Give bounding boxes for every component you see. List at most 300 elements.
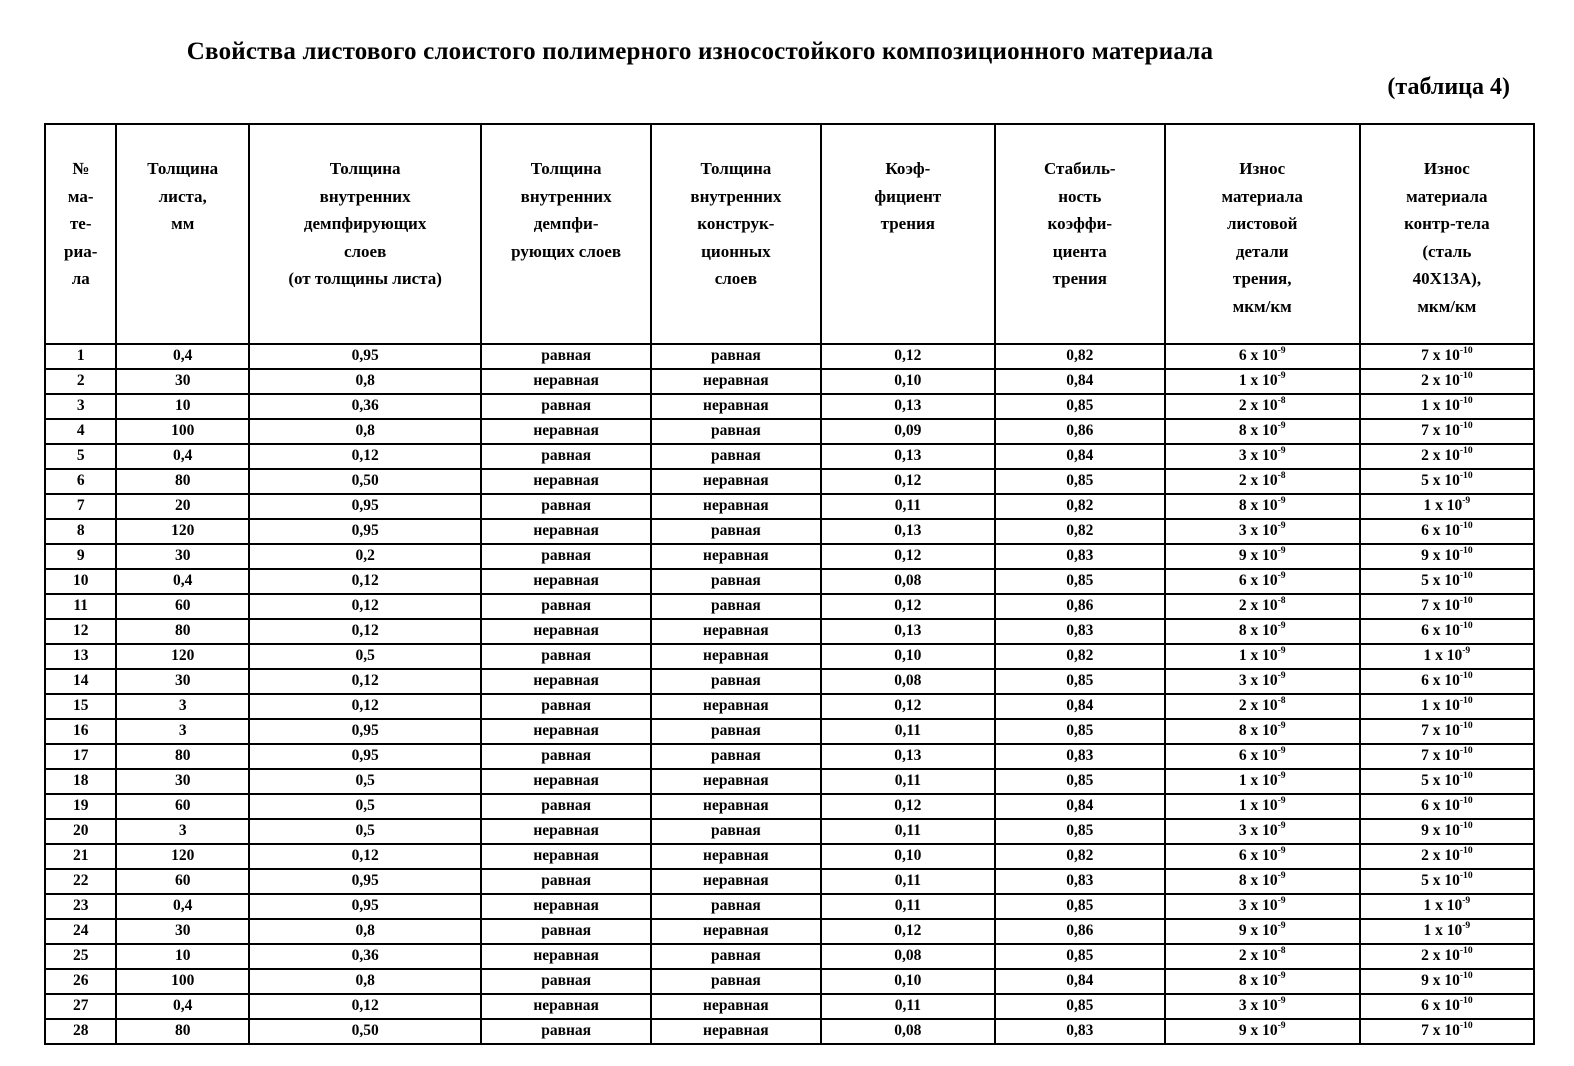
exponent: -9 xyxy=(1277,970,1286,982)
table-cell: 0,12 xyxy=(249,594,481,619)
table-cell: 0,82 xyxy=(995,644,1165,669)
table-cell: 0,83 xyxy=(995,744,1165,769)
table-cell: 3 x $10^{-9}$ xyxy=(1165,894,1360,919)
table-cell: 0,95 xyxy=(249,744,481,769)
table-cell: 2 x $10^{-8}$ xyxy=(1165,694,1360,719)
table-cell: 3 x $10^{-9}$ xyxy=(1165,519,1360,544)
table-row xyxy=(45,919,1534,944)
table-cell: 5 x $10^{-10}$ xyxy=(1360,569,1534,594)
table-cell: 0,12 xyxy=(821,694,995,719)
table-row xyxy=(45,669,1534,694)
table-cell: 60 xyxy=(116,594,249,619)
table-cell: 0,82 xyxy=(995,844,1165,869)
table-cell: 0,12 xyxy=(249,694,481,719)
table-cell: равная xyxy=(651,444,821,469)
table-body xyxy=(45,344,1534,1044)
table-cell: равная xyxy=(651,344,821,369)
table-cell: 0,5 xyxy=(249,794,481,819)
exponent: -10 xyxy=(1459,620,1473,632)
table-cell: равная xyxy=(651,894,821,919)
table-cell: 100 xyxy=(116,969,249,994)
exponent: -10 xyxy=(1459,345,1473,357)
column-header: Коэф- фициент трения xyxy=(821,124,995,344)
table-cell: 0,13 xyxy=(821,744,995,769)
table-cell: 22 xyxy=(45,869,116,894)
table-cell: 0,10 xyxy=(821,844,995,869)
table-cell: неравная xyxy=(481,944,651,969)
table-cell: 18 xyxy=(45,769,116,794)
header-row xyxy=(45,124,1534,344)
table-cell: 0,8 xyxy=(249,369,481,394)
table-cell: равная xyxy=(651,669,821,694)
table-cell: неравная xyxy=(651,619,821,644)
table-cell: неравная xyxy=(651,794,821,819)
table-row xyxy=(45,744,1534,769)
table-cell: 7 xyxy=(45,494,116,519)
table-row xyxy=(45,694,1534,719)
table-cell: 0,08 xyxy=(821,669,995,694)
table-cell: 1 x $10^{-10}$ xyxy=(1360,694,1534,719)
table-cell: 0,83 xyxy=(995,1019,1165,1044)
table-cell: 0,82 xyxy=(995,494,1165,519)
table-cell: 0,12 xyxy=(249,569,481,594)
table-cell: 0,85 xyxy=(995,819,1165,844)
table-row xyxy=(45,569,1534,594)
table-row xyxy=(45,369,1534,394)
table-cell: 0,83 xyxy=(995,544,1165,569)
table-cell: 13 xyxy=(45,644,116,669)
table-cell: 1 x $10^{-9}$ xyxy=(1360,894,1534,919)
table-cell: 0,95 xyxy=(249,894,481,919)
table-cell: 60 xyxy=(116,794,249,819)
table-cell: 0,09 xyxy=(821,419,995,444)
table-row xyxy=(45,944,1534,969)
table-cell: 120 xyxy=(116,844,249,869)
exponent: -9 xyxy=(1277,570,1286,582)
table-cell: 0,10 xyxy=(821,369,995,394)
table-cell: 6 x $10^{-9}$ xyxy=(1165,844,1360,869)
table-cell: 1 x $10^{-9}$ xyxy=(1165,794,1360,819)
table-cell: 0,95 xyxy=(249,344,481,369)
table-cell: 9 xyxy=(45,544,116,569)
exponent: -8 xyxy=(1277,945,1286,957)
table-cell: равная xyxy=(481,344,651,369)
table-cell: 0,4 xyxy=(116,444,249,469)
table-cell: 3 xyxy=(116,819,249,844)
table-cell: 0,13 xyxy=(821,394,995,419)
table-cell: 8 x $10^{-9}$ xyxy=(1165,869,1360,894)
table-cell: 20 xyxy=(45,819,116,844)
table-row xyxy=(45,444,1534,469)
table-cell: 0,50 xyxy=(249,469,481,494)
table-cell: 0,83 xyxy=(995,869,1165,894)
table-cell: 2 x $10^{-8}$ xyxy=(1165,944,1360,969)
table-cell: неравная xyxy=(651,844,821,869)
column-header: Износ материала контр-тела (сталь 40Х13А), мкм/км xyxy=(1360,124,1534,344)
table-cell: 0,84 xyxy=(995,694,1165,719)
table-row xyxy=(45,794,1534,819)
table-cell: неравная xyxy=(481,369,651,394)
table-row xyxy=(45,494,1534,519)
table-row xyxy=(45,594,1534,619)
table-cell: 5 xyxy=(45,444,116,469)
column-header: № ма- те- риа- ла xyxy=(45,124,116,344)
table-cell: 4 xyxy=(45,419,116,444)
table-cell: 0,85 xyxy=(995,769,1165,794)
table-cell: 0,13 xyxy=(821,619,995,644)
table-cell: 15 xyxy=(45,694,116,719)
table-cell: 1 x $10^{-9}$ xyxy=(1165,644,1360,669)
table-cell: 6 x $10^{-10}$ xyxy=(1360,669,1534,694)
table-cell: 0,5 xyxy=(249,644,481,669)
table-cell: равная xyxy=(481,969,651,994)
table-cell: равная xyxy=(481,794,651,819)
table-cell: равная xyxy=(651,969,821,994)
table-cell: 21 xyxy=(45,844,116,869)
table-cell: неравная xyxy=(481,819,651,844)
exponent: -10 xyxy=(1459,870,1473,882)
table-cell: равная xyxy=(481,594,651,619)
table-cell: 0,13 xyxy=(821,444,995,469)
table-cell: 7 x $10^{-10}$ xyxy=(1360,419,1534,444)
table-cell: 9 x $10^{-10}$ xyxy=(1360,969,1534,994)
table-cell: 0,85 xyxy=(995,719,1165,744)
table-cell: 120 xyxy=(116,519,249,544)
table-cell: 25 xyxy=(45,944,116,969)
table-cell: 8 x $10^{-9}$ xyxy=(1165,719,1360,744)
table-cell: 0,85 xyxy=(995,994,1165,1019)
table-row xyxy=(45,544,1534,569)
table-cell: 2 xyxy=(45,369,116,394)
exponent: -9 xyxy=(1462,495,1471,507)
table-cell: 6 xyxy=(45,469,116,494)
exponent: -8 xyxy=(1277,395,1286,407)
exponent: -10 xyxy=(1459,745,1473,757)
table-cell: 0,12 xyxy=(821,544,995,569)
table-cell: 0,2 xyxy=(249,544,481,569)
table-cell: неравная xyxy=(651,369,821,394)
table-cell: 0,85 xyxy=(995,894,1165,919)
table-cell: 0,11 xyxy=(821,819,995,844)
table-cell: равная xyxy=(481,744,651,769)
table-cell: 30 xyxy=(116,769,249,794)
table-row xyxy=(45,619,1534,644)
exponent: -10 xyxy=(1459,445,1473,457)
exponent: -10 xyxy=(1459,770,1473,782)
table-cell: 0,85 xyxy=(995,469,1165,494)
table-cell: 0,95 xyxy=(249,869,481,894)
table-cell: 0,4 xyxy=(116,994,249,1019)
table-cell: 100 xyxy=(116,419,249,444)
exponent: -9 xyxy=(1277,1020,1286,1032)
exponent: -8 xyxy=(1277,470,1286,482)
table-cell: 10 xyxy=(45,569,116,594)
table-cell: неравная xyxy=(481,619,651,644)
table-cell: 8 xyxy=(45,519,116,544)
table-cell: 0,08 xyxy=(821,944,995,969)
table-cell: 0,4 xyxy=(116,569,249,594)
table-cell: 0,12 xyxy=(821,794,995,819)
table-cell: 2 x $10^{-8}$ xyxy=(1165,469,1360,494)
table-cell: равная xyxy=(651,944,821,969)
table-cell: равная xyxy=(481,1019,651,1044)
table-cell: 30 xyxy=(116,544,249,569)
table-cell: 0,08 xyxy=(821,1019,995,1044)
table-cell: 20 xyxy=(116,494,249,519)
exponent: -9 xyxy=(1277,445,1286,457)
table-cell: неравная xyxy=(481,894,651,919)
table-cell: 9 x $10^{-10}$ xyxy=(1360,819,1534,844)
exponent: -10 xyxy=(1459,820,1473,832)
table-cell: 0,12 xyxy=(821,344,995,369)
exponent: -9 xyxy=(1277,645,1286,657)
table-cell: неравная xyxy=(481,469,651,494)
column-header: Толщина внутренних демпфирующих слоев (от толщины листа) xyxy=(249,124,481,344)
exponent: -10 xyxy=(1459,670,1473,682)
table-cell: 9 x $10^{-10}$ xyxy=(1360,544,1534,569)
table-cell: 3 x $10^{-9}$ xyxy=(1165,444,1360,469)
table-cell: 0,11 xyxy=(821,719,995,744)
exponent: -9 xyxy=(1277,670,1286,682)
table-cell: 6 x $10^{-9}$ xyxy=(1165,569,1360,594)
table-cell: 120 xyxy=(116,644,249,669)
table-cell: 1 x $10^{-9}$ xyxy=(1360,919,1534,944)
table-cell: неравная xyxy=(651,544,821,569)
table-header xyxy=(45,124,1534,344)
table-cell: 24 xyxy=(45,919,116,944)
table-cell: 3 x $10^{-9}$ xyxy=(1165,994,1360,1019)
table-cell: 28 xyxy=(45,1019,116,1044)
table-cell: 2 x $10^{-10}$ xyxy=(1360,369,1534,394)
table-cell: 5 x $10^{-10}$ xyxy=(1360,869,1534,894)
table-cell: 1 x $10^{-10}$ xyxy=(1360,394,1534,419)
table-cell: неравная xyxy=(651,494,821,519)
table-cell: 0,83 xyxy=(995,619,1165,644)
table-cell: 2 x $10^{-10}$ xyxy=(1360,844,1534,869)
table-cell: неравная xyxy=(651,394,821,419)
table-cell: 2 x $10^{-10}$ xyxy=(1360,444,1534,469)
table-cell: 0,8 xyxy=(249,919,481,944)
table-cell: 19 xyxy=(45,794,116,819)
table-cell: равная xyxy=(651,419,821,444)
table-cell: 0,5 xyxy=(249,819,481,844)
exponent: -8 xyxy=(1277,595,1286,607)
exponent: -9 xyxy=(1277,995,1286,1007)
table-cell: равная xyxy=(481,444,651,469)
exponent: -10 xyxy=(1459,420,1473,432)
table-cell: 0,82 xyxy=(995,519,1165,544)
page-title: Свойства листового слоистого полимерного износостойкого композиционного материала xyxy=(186,38,1214,65)
table-cell: 80 xyxy=(116,744,249,769)
table-cell: 11 xyxy=(45,594,116,619)
table-cell: 3 x $10^{-9}$ xyxy=(1165,819,1360,844)
table-caption: (таблица 4) xyxy=(1387,74,1510,100)
table-row xyxy=(45,644,1534,669)
exponent: -9 xyxy=(1277,870,1286,882)
table-row xyxy=(45,894,1534,919)
table-cell: 60 xyxy=(116,869,249,894)
exponent: -9 xyxy=(1277,420,1286,432)
table-cell: неравная xyxy=(481,994,651,1019)
table-cell: равная xyxy=(651,594,821,619)
table-cell: 6 x $10^{-9}$ xyxy=(1165,344,1360,369)
table-cell: 0,36 xyxy=(249,394,481,419)
table-cell: 5 x $10^{-10}$ xyxy=(1360,469,1534,494)
exponent: -10 xyxy=(1459,570,1473,582)
column-header: Стабиль- ность коэффи- циента трения xyxy=(995,124,1165,344)
table-cell: 8 x $10^{-9}$ xyxy=(1165,494,1360,519)
table-row xyxy=(45,1019,1534,1044)
table-cell: 0,84 xyxy=(995,369,1165,394)
table-cell: неравная xyxy=(481,519,651,544)
table-cell: 0,11 xyxy=(821,494,995,519)
table-cell: 0,84 xyxy=(995,794,1165,819)
table-cell: 0,85 xyxy=(995,944,1165,969)
table-cell: 3 xyxy=(116,719,249,744)
table-cell: 0,11 xyxy=(821,869,995,894)
table-cell: 9 x $10^{-9}$ xyxy=(1165,919,1360,944)
table-cell: 6 x $10^{-10}$ xyxy=(1360,519,1534,544)
table-cell: 0,8 xyxy=(249,969,481,994)
table-cell: равная xyxy=(651,819,821,844)
table-cell: неравная xyxy=(481,419,651,444)
table-cell: 0,10 xyxy=(821,644,995,669)
exponent: -9 xyxy=(1462,895,1471,907)
exponent: -10 xyxy=(1459,395,1473,407)
table-cell: 1 xyxy=(45,344,116,369)
exponent: -9 xyxy=(1277,520,1286,532)
table-cell: равная xyxy=(481,919,651,944)
table-cell: 0,8 xyxy=(249,419,481,444)
exponent: -10 xyxy=(1459,595,1473,607)
table-cell: 0,95 xyxy=(249,719,481,744)
exponent: -10 xyxy=(1459,845,1473,857)
table-cell: 0,85 xyxy=(995,569,1165,594)
exponent: -9 xyxy=(1277,345,1286,357)
table-cell: 6 x $10^{-10}$ xyxy=(1360,619,1534,644)
table-cell: 7 x $10^{-10}$ xyxy=(1360,719,1534,744)
table-cell: неравная xyxy=(651,769,821,794)
table-cell: 0,86 xyxy=(995,919,1165,944)
table-cell: неравная xyxy=(481,569,651,594)
exponent: -9 xyxy=(1277,370,1286,382)
column-header: Толщина внутренних конструк- ционных слоев xyxy=(651,124,821,344)
exponent: -9 xyxy=(1277,895,1286,907)
table-cell: 30 xyxy=(116,369,249,394)
table-cell: 0,12 xyxy=(249,444,481,469)
table-cell: 0,4 xyxy=(116,344,249,369)
table-cell: 0,12 xyxy=(821,594,995,619)
table-cell: 9 x $10^{-9}$ xyxy=(1165,544,1360,569)
exponent: -10 xyxy=(1459,1020,1473,1032)
table-cell: 0,84 xyxy=(995,444,1165,469)
table-cell: равная xyxy=(481,544,651,569)
table-cell: 0,08 xyxy=(821,569,995,594)
table-row xyxy=(45,844,1534,869)
table-cell: 0,12 xyxy=(249,844,481,869)
table-row xyxy=(45,819,1534,844)
table-cell: 7 x $10^{-10}$ xyxy=(1360,744,1534,769)
exponent: -9 xyxy=(1462,920,1471,932)
table-cell: неравная xyxy=(481,769,651,794)
column-header: Толщина листа, мм xyxy=(116,124,249,344)
exponent: -9 xyxy=(1277,845,1286,857)
table-cell: 0,86 xyxy=(995,419,1165,444)
table-row xyxy=(45,519,1534,544)
table-cell: неравная xyxy=(481,719,651,744)
table-cell: неравная xyxy=(651,694,821,719)
exponent: -9 xyxy=(1277,795,1286,807)
table-cell: 0,11 xyxy=(821,894,995,919)
table-cell: неравная xyxy=(651,919,821,944)
column-header: Износ материала листовой детали трения, мкм/км xyxy=(1165,124,1360,344)
table-cell: равная xyxy=(481,869,651,894)
table-cell: 7 x $10^{-10}$ xyxy=(1360,1019,1534,1044)
exponent: -9 xyxy=(1277,920,1286,932)
table-cell: 0,11 xyxy=(821,994,995,1019)
table-cell: 8 x $10^{-9}$ xyxy=(1165,419,1360,444)
table-cell: 6 x $10^{-9}$ xyxy=(1165,744,1360,769)
table-cell: 0,12 xyxy=(821,919,995,944)
table-cell: 8 x $10^{-9}$ xyxy=(1165,619,1360,644)
exponent: -10 xyxy=(1459,970,1473,982)
exponent: -10 xyxy=(1459,520,1473,532)
exponent: -9 xyxy=(1462,645,1471,657)
table-cell: неравная xyxy=(651,869,821,894)
exponent: -10 xyxy=(1459,795,1473,807)
exponent: -9 xyxy=(1277,495,1286,507)
exponent: -10 xyxy=(1459,995,1473,1007)
table-cell: 23 xyxy=(45,894,116,919)
table-cell: 8 x $10^{-9}$ xyxy=(1165,969,1360,994)
table-cell: 1 x $10^{-9}$ xyxy=(1360,494,1534,519)
table-cell: 2 x $10^{-10}$ xyxy=(1360,944,1534,969)
table-cell: 10 xyxy=(116,394,249,419)
table-row xyxy=(45,469,1534,494)
table-cell: 0,11 xyxy=(821,769,995,794)
table-cell: неравная xyxy=(651,994,821,1019)
table-cell: 30 xyxy=(116,669,249,694)
exponent: -9 xyxy=(1277,820,1286,832)
table-cell: 1 x $10^{-9}$ xyxy=(1165,369,1360,394)
table-cell: неравная xyxy=(651,1019,821,1044)
document-page xyxy=(0,38,1574,1066)
table-cell: 0,95 xyxy=(249,494,481,519)
table-cell: 80 xyxy=(116,469,249,494)
table-cell: 3 xyxy=(116,694,249,719)
table-cell: равная xyxy=(651,519,821,544)
table-cell: 3 xyxy=(45,394,116,419)
table-cell: 5 x $10^{-10}$ xyxy=(1360,769,1534,794)
table-cell: 0,85 xyxy=(995,394,1165,419)
table-cell: 26 xyxy=(45,969,116,994)
table-row xyxy=(45,344,1534,369)
table-cell: 0,82 xyxy=(995,344,1165,369)
exponent: -9 xyxy=(1277,545,1286,557)
table-cell: 2 x $10^{-8}$ xyxy=(1165,394,1360,419)
table-cell: 6 x $10^{-10}$ xyxy=(1360,994,1534,1019)
table-cell: равная xyxy=(651,719,821,744)
exponent: -9 xyxy=(1277,745,1286,757)
table-cell: 12 xyxy=(45,619,116,644)
table-cell: 9 x $10^{-9}$ xyxy=(1165,1019,1360,1044)
table-cell: равная xyxy=(481,394,651,419)
table-cell: 0,10 xyxy=(821,969,995,994)
table-cell: 0,12 xyxy=(249,619,481,644)
table-cell: 0,86 xyxy=(995,594,1165,619)
table-cell: равная xyxy=(481,694,651,719)
table-cell: равная xyxy=(651,569,821,594)
